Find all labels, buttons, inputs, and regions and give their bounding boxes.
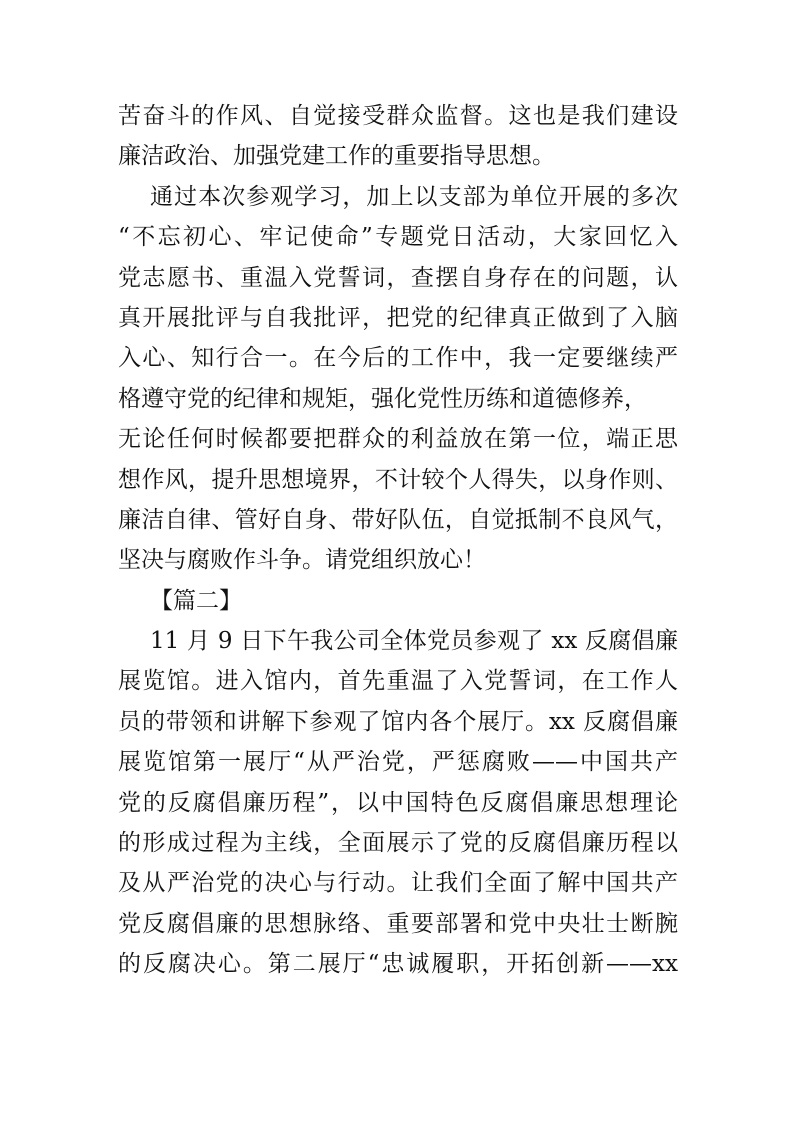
text-line: 真开展批评与自我批评，把党的纪律真正做到了入脑 [118, 304, 678, 331]
paragraph-first-line: 11 月 9 日下午我公司全体党员参观了 xx 反腐倡廉 [150, 628, 678, 655]
text-line: 廉洁自律、管好自身、带好队伍，自觉抵制不良风气， [118, 506, 678, 533]
text-line: 展览馆第一展厅“从严治党，严惩腐败——中国共产 [118, 749, 678, 776]
text-line: 员的带领和讲解下参观了馆内各个展厅。xx 反腐倡廉 [118, 708, 678, 735]
text-line: 的反腐决心。第二展厅“忠诚履职，开拓创新——xx [118, 951, 678, 978]
section-heading: 【篇二】 [150, 587, 242, 614]
text-line: 坚决与腐败作斗争。请党组织放心！ [118, 547, 486, 574]
text-line: 入心、知行合一。在今后的工作中，我一定要继续严 [118, 345, 678, 372]
text-line: 的形成过程为主线，全面展示了党的反腐倡廉历程以 [118, 830, 678, 857]
document-body [118, 96, 678, 985]
paragraph-first-line: 通过本次参观学习，加上以支部为单位开展的多次 [150, 183, 678, 210]
text-line: 想作风，提升思想境界，不计较个人得失，以身作则、 [118, 466, 678, 493]
text-line: 苦奋斗的作风、自觉接受群众监督。这也是我们建设 [118, 103, 678, 129]
text-line: 展览馆。进入馆内，首先重温了入党誓词，在工作人 [118, 668, 678, 695]
text-line: 党志愿书、重温入党誓词，查摆自身存在的问题，认 [118, 264, 678, 291]
text-line: 无论任何时候都要把群众的利益放在第一位，端正思 [118, 426, 678, 453]
text-line: “不忘初心、牢记使命”专题党日活动，大家回忆入 [118, 224, 678, 251]
text-line: 及从严治党的决心与行动。让我们全面了解中国共产 [118, 870, 678, 897]
text-line: 廉洁政治、加强党建工作的重要指导思想。 [118, 143, 555, 170]
text-line: 格遵守党的纪律和规矩，强化党性历练和道德修养， [118, 385, 647, 412]
text-line: 党反腐倡廉的思想脉络、重要部署和党中央壮士断腕 [118, 910, 678, 937]
text-line: 党的反腐倡廉历程”，以中国特色反腐倡廉思想理论 [118, 789, 678, 816]
